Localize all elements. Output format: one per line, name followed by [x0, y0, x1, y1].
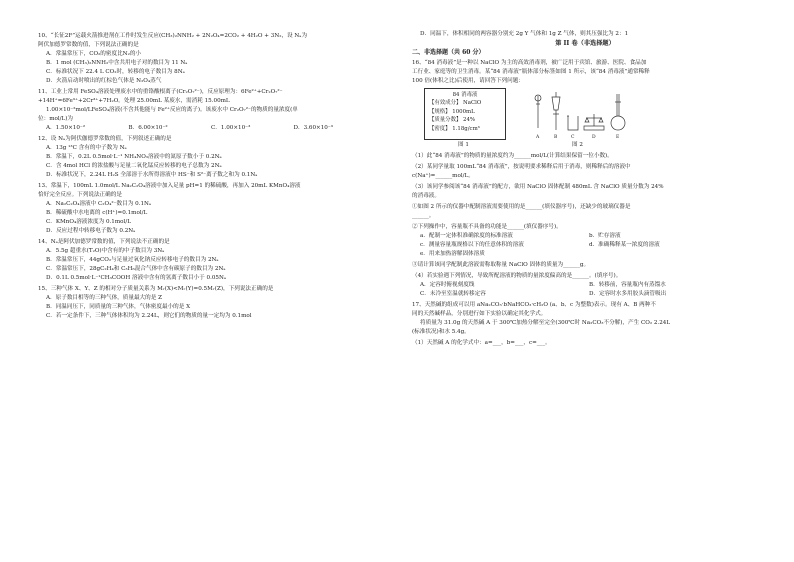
label-line: 【质量分数】 24% [429, 117, 476, 124]
label-line: 84 消毒液 [452, 92, 478, 98]
question-line: 11、工业上常用 FeSO₄溶液处理废水中的重铬酸根离子(Cr₂O₇²⁻)，反应原理为：6Fe²⁺+Cr₂O₇²⁻ [38, 89, 283, 95]
option-text: B．转移前，容量瓶内有蒸馏水 [589, 282, 666, 288]
apparatus-letter: E [616, 135, 620, 140]
question-indent-line: 1.00×10⁻²mol/LFeSO₄溶液(不含其他能与 Fe²⁺反应的离子)。该废水中 Cr₂O₇²⁻的物质的量浓度(单 [46, 107, 298, 113]
question-continuation: (标准状况)和水 5.4g。 [412, 329, 470, 335]
label-line: 【有效成分】 NaClO [429, 100, 482, 107]
option-row [412, 281, 758, 290]
option-text: c．测量容量瓶规格以下的任意体积的溶液 [420, 242, 524, 248]
right-column [412, 30, 758, 348]
question-continuation: 同的天然碱样品，分别进行如下实验以确定其化学式。 [412, 311, 547, 317]
question-line: 10、“长征2F”运载火箭推进剂在工作时发生反应(CH₃)₂NNH₂ + 2N₂O₄=2CO₂ + 4H₂O + 3N₂，设 Nₐ为 [38, 33, 308, 39]
apparatus-letter: C [571, 135, 575, 140]
option-text: a．配制一定体积准确浓度的标准溶液 [420, 233, 513, 239]
question-line: 15、三种气体 X、Y、Z 的相对分子质量关系为 Mᵣ(X)<Mᵣ(Y)=0.5Mᵣ(Z)，下列说法正确的是 [38, 286, 274, 292]
beaker-icon [567, 116, 578, 130]
question-continuation: 工行业、家庭等的卫生消毒。某“84 消毒液”瓶体部分标签如图 1 所示，该“84 消毒液”通常稀释 [412, 69, 650, 75]
option-text: b．贮存溶液 [589, 233, 621, 239]
figure-2-apparatus [530, 88, 630, 140]
question-continuation: c(Na⁺)=______mol/L。 [412, 173, 474, 179]
option-text: d．准确稀释某一浓度的溶液 [589, 242, 660, 248]
option-text: D．定容时水多用胶头滴管吸出 [589, 291, 667, 297]
question-continuation: 阿伏加德罗常数的值，下列说法正确的是 [38, 42, 139, 48]
option-text: D．3.60×10⁻³ [293, 125, 334, 131]
question-line: 16、“84 消毒液”是一种以 NaClO 为主的高效消毒剂，被广泛用于宾馆、旅游、医院、食品加 [412, 60, 647, 66]
question-line: ③请计算该同学配制此溶液需称取称量 NaClO 固体的质量为______g。 [412, 262, 590, 268]
option-text: A．1.50×10⁻² [46, 125, 86, 131]
section-title: 第 II 卷（非选择题） [555, 40, 615, 47]
option-text: A．原子数目相等的三种气体，质量最大的是 Z [46, 295, 162, 301]
option-text: B．6.00×10⁻² [128, 125, 168, 131]
dropper-icon [535, 95, 541, 128]
option-text: C．标准状况下 22.4 L CO₂时，转移的电子数目为 8Nₐ [46, 69, 185, 75]
question-continuation: 100 倍(体积之比)后使用，请回答下列问题： [412, 78, 524, 84]
option-row [412, 232, 758, 241]
option-text: C．未冷至室温就转移定容 [420, 291, 486, 297]
question-continuation: 的消毒液。 [412, 193, 440, 199]
option-text: D．标准状况下，2.24L H₂S 全部溶于水所得溶液中 HS⁻和 S²⁻离子数之和为 0.1Nₐ [46, 172, 258, 178]
question-indent-line: 将质量为 31.0g 的天然碱 A 于 300℃加热分解至完全(300℃时 Na₂CO₃不分解)，产生 CO₂ 2.24L [420, 320, 671, 326]
label-line: 【密度】 1.18g/cm³ [429, 125, 480, 132]
question-line: 14、Nₐ是阿伏加德罗常数的值，下列说法不正确的是 [38, 239, 170, 245]
option-text: C．若一定条件下，三种气体体积均为 2.24L，则它们的物质的量一定均为 0.1mol [46, 313, 252, 319]
option-text: B．1 mol (CH₃)₂NNH₂中含共用电子对的数目为 11 Nₐ [46, 60, 188, 66]
question-continuation: ______。 [412, 213, 435, 219]
option-text: A．13g ¹³C 含有的中子数为 Nₐ [46, 145, 127, 151]
section-heading: 二、非选择题（共 60 分） [412, 49, 485, 56]
apparatus-letter: D [592, 135, 596, 140]
question-continuation: 位：mol/L)为 [38, 116, 74, 122]
option-text: C．1.00×10⁻³ [211, 125, 251, 131]
option-text: B．常温下，0.2L 0.5mol·L⁻¹ NH₄NO₃溶液中的氮原子数小于 0.2Nₐ [46, 154, 222, 160]
question-line: 12、设 Nₐ为阿伏伽德罗常数的值，下列叙述正确的是 [38, 136, 172, 142]
figure-1-label-box [424, 88, 506, 140]
option-text: A．定容时俯视刻度线 [420, 282, 475, 288]
question-line: （2）某同学量取 100mL“84 消毒液”，按说明要求稀释后用于消毒，则稀释后的溶液中 [412, 164, 631, 170]
option-text: C．常温常压下，28gC₂H₄和 C₃H₆混合气体中含有碳原子的数目为 2Nₐ [46, 266, 226, 272]
option-text: D．火箭启动时喷出的红棕色气体是 N₂O₄蒸气 [46, 78, 162, 84]
option-text: A．5.5g 超重水(T₂O)中含有的中子数目为 3Nₐ [46, 248, 165, 254]
question-line: ①如图 2 所示的仪器中配制溶液需要使用的是______(填仪器序号)，还缺少的玻璃仪器是 [412, 204, 631, 210]
option-text: A．Na₂C₂O₄溶液中 C₂O₄²⁻数目为 0.1Nₐ [46, 201, 152, 207]
question-line: （1）天然碱 A 的化学式中：a=___，b=___，c=___。 [412, 340, 551, 346]
option-text: D．0.1L 0.5mol·L⁻¹CH₃COOH 溶液中含有的氢离子数目小于 0.05Nₐ [46, 275, 227, 281]
apparatus-letter: B [554, 135, 558, 140]
option-text: C．KMnO₄溶液浓度为 0.1mol/L [46, 219, 131, 225]
balance-icon [584, 114, 604, 130]
question-continuation: +14H⁺=6Fe³⁺+2Cr³⁺+7H₂O。处理 25.00mL 某废水，需消耗 15.00mL [38, 98, 230, 104]
figure-area [412, 88, 758, 150]
separatory-funnel-icon [552, 92, 560, 130]
volumetric-flask-icon [611, 94, 625, 130]
option-row [412, 241, 758, 250]
question-line: 13、常温下，100mL 1.0mol/L Na₂C₂O₄溶液中加入足量 pH=1 的稀硫酸，再加入 20mL KMnO₄溶液 [38, 183, 301, 189]
option-row [38, 124, 376, 133]
option-text: A．常温常压下，CO₂的密度比N₂的小 [46, 51, 142, 57]
label-line: 【规格】 1000mL [429, 108, 475, 115]
left-column [38, 30, 376, 321]
question-line: ②下列操作中，容量瓶不具备的功能是______(填仪器序号)。 [412, 224, 562, 230]
option-text: B．同温同压下，同质量的三种气体，气体密度最小的是 X [46, 304, 191, 310]
figure-2-caption: 图 2 [572, 142, 583, 148]
option-text: B．常温常压下，44gCO₂与足量过氧化钠反应转移电子的数目为 2Nₐ [46, 257, 219, 263]
option-text: C．含 4mol HCl 的浓盐酸与足量二氧化锰反应转移的电子总数为 2Nₐ [46, 163, 222, 169]
right-top-block [412, 30, 758, 86]
option-text: e．用来加热溶解固体溶质 [420, 251, 485, 257]
question-line: （4）若实验遇下列情况，导致所配溶液的物质的量浓度偏高的是______。(填序号)。 [412, 273, 622, 279]
apparatus-letter: A [536, 135, 540, 140]
option-row [412, 290, 758, 299]
option-text: B．稀硫酸中水电离的 c(H⁺)=0.1mol/L [46, 210, 148, 216]
option-text: D．反应过程中转移电子数为 0.2Nₐ [46, 228, 136, 234]
question-line: （1）此“84 消毒液”的物质的量浓度约为______mol/L(计算结果保留一位小数)。 [412, 153, 613, 159]
figure-1-caption: 图 1 [458, 142, 469, 148]
question-line: 17、天然碱的组成可以用 aNa₂CO₃·bNaHCO₃·cH₂O (a、b、c 为整数)表示。现有 A、B 两种不 [412, 302, 656, 308]
option-text: D．同温下，体积相同的两容器分别充 2g Y 气体和 1g Z 气体，则其压强比为 2：1 [420, 31, 629, 37]
question-continuation: 恰好完全反应。下列说法正确的是 [38, 192, 122, 198]
right-bottom-block [412, 152, 758, 348]
question-line: （3）该同学参阅该“84 消毒液”的配方，欲用 NaClO 固体配制 480mL 含 NaClO 质量分数为 24% [412, 184, 664, 190]
